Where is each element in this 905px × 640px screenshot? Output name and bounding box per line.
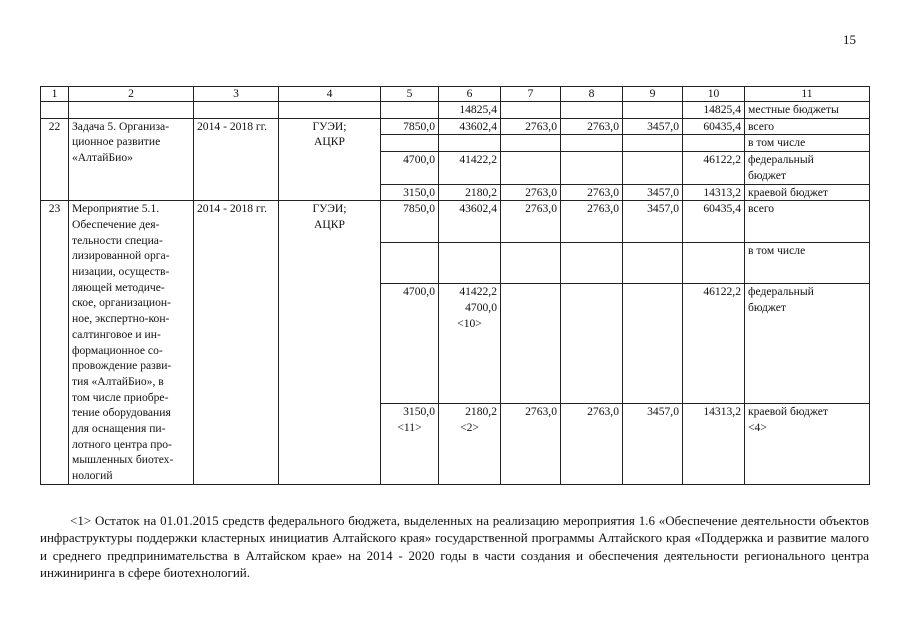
header-row: [41, 87, 870, 102]
cell-source: всего: [745, 201, 870, 243]
cell-source: в том числе: [745, 135, 870, 152]
cell-value: 2763,0: [501, 201, 561, 243]
cell-source: в том числе: [745, 242, 870, 284]
col-header: 7: [501, 87, 561, 102]
cell-value: 2180,2: [439, 184, 501, 201]
row-name: Задача 5. Организа- ционное развитие «АлтайБио»: [69, 118, 194, 201]
cell-value: 43602,4: [439, 201, 501, 243]
cell-value: 41422,2 4700,0 <10>: [439, 284, 501, 404]
row-period: 2014 - 2018 гг.: [194, 118, 279, 201]
cell-value: 14825,4: [439, 102, 501, 119]
cell-value: 46122,2: [683, 284, 745, 404]
cell-value: 60435,4: [683, 201, 745, 243]
cell-value: 2763,0: [561, 184, 623, 201]
cell-source: федеральный бюджет: [745, 284, 870, 404]
cell-value: 7850,0: [381, 201, 439, 243]
table-row: [41, 201, 870, 243]
cell-source: краевой бюджет: [745, 184, 870, 201]
page-number: 15: [843, 32, 856, 47]
col-header: 2: [69, 87, 194, 102]
cell-source: местные бюджеты: [745, 102, 870, 119]
cell-value: 14313,2: [683, 184, 745, 201]
program-table: [40, 86, 870, 485]
col-header: 5: [381, 87, 439, 102]
row-number: 22: [41, 118, 69, 201]
cell-value: 14313,2: [683, 404, 745, 485]
cell-source: федеральный бюджет: [745, 152, 870, 184]
cell-value: 2763,0: [561, 201, 623, 243]
col-header: 8: [561, 87, 623, 102]
col-header: 11: [745, 87, 870, 102]
cell-source: всего: [745, 118, 870, 135]
cell-value: 2763,0: [501, 404, 561, 485]
row-name: Мероприятие 5.1. Обеспечение дея- тельности специа- лизированной орга- низации, осуществ- ляющей методиче- ское, организацион- ное, экспертно-кон- салтинговое и ин- формационное со- провождение разви- тия «АлтайБио», в том числе приобре- тение оборудования для оснащения пи- лотного центра про- мышленных биотех- нологий: [69, 201, 194, 485]
col-header: 9: [623, 87, 683, 102]
col-header: 3: [194, 87, 279, 102]
table-row: [41, 102, 870, 119]
col-header: 4: [279, 87, 381, 102]
cell-value: 3457,0: [623, 404, 683, 485]
cell-source: краевой бюджет <4>: [745, 404, 870, 485]
col-header: 1: [41, 87, 69, 102]
cell-value: 4700,0: [381, 152, 439, 184]
cell-value: 14825,4: [683, 102, 745, 119]
col-header: 6: [439, 87, 501, 102]
row-period: 2014 - 2018 гг.: [194, 201, 279, 485]
table-row: [41, 118, 870, 135]
footnote: <1> Остаток на 01.01.2015 средств федерального бюджета, выделенных на реализацию мероприятия 1.6 «Обеспечение деятельности объектов инфраструктуры поддержки кластерных инициатив Алтайского края» государственной программы Алтайского края «Поддержка и развитие малого и среднего предпринимательства в Алтайском крае» на 2014 - 2020 годы в части создания и обеспечения деятельности регионального центра инжиниринга в сфере биотехнологий.: [40, 513, 869, 580]
cell-value: 2180,2 <2>: [439, 404, 501, 485]
cell-value: 4700,0: [381, 284, 439, 404]
row-number: 23: [41, 201, 69, 485]
cell-value: 3150,0: [381, 184, 439, 201]
cell-value: 46122,2: [683, 152, 745, 184]
cell-value: 43602,4: [439, 118, 501, 135]
cell-value: 3150,0 <11>: [381, 404, 439, 485]
cell-value: 2763,0: [501, 118, 561, 135]
cell-value: 3457,0: [623, 118, 683, 135]
col-header: 10: [683, 87, 745, 102]
cell-value: 3457,0: [623, 201, 683, 243]
row-executor: ГУЭИ; АЦКР: [279, 201, 381, 485]
cell-value: 60435,4: [683, 118, 745, 135]
cell-value: 7850,0: [381, 118, 439, 135]
cell-value: 2763,0: [561, 118, 623, 135]
cell-value: 2763,0: [561, 404, 623, 485]
cell-value: 41422,2: [439, 152, 501, 184]
row-executor: ГУЭИ; АЦКР: [279, 118, 381, 201]
cell-value: 3457,0: [623, 184, 683, 201]
cell-value: 2763,0: [501, 184, 561, 201]
